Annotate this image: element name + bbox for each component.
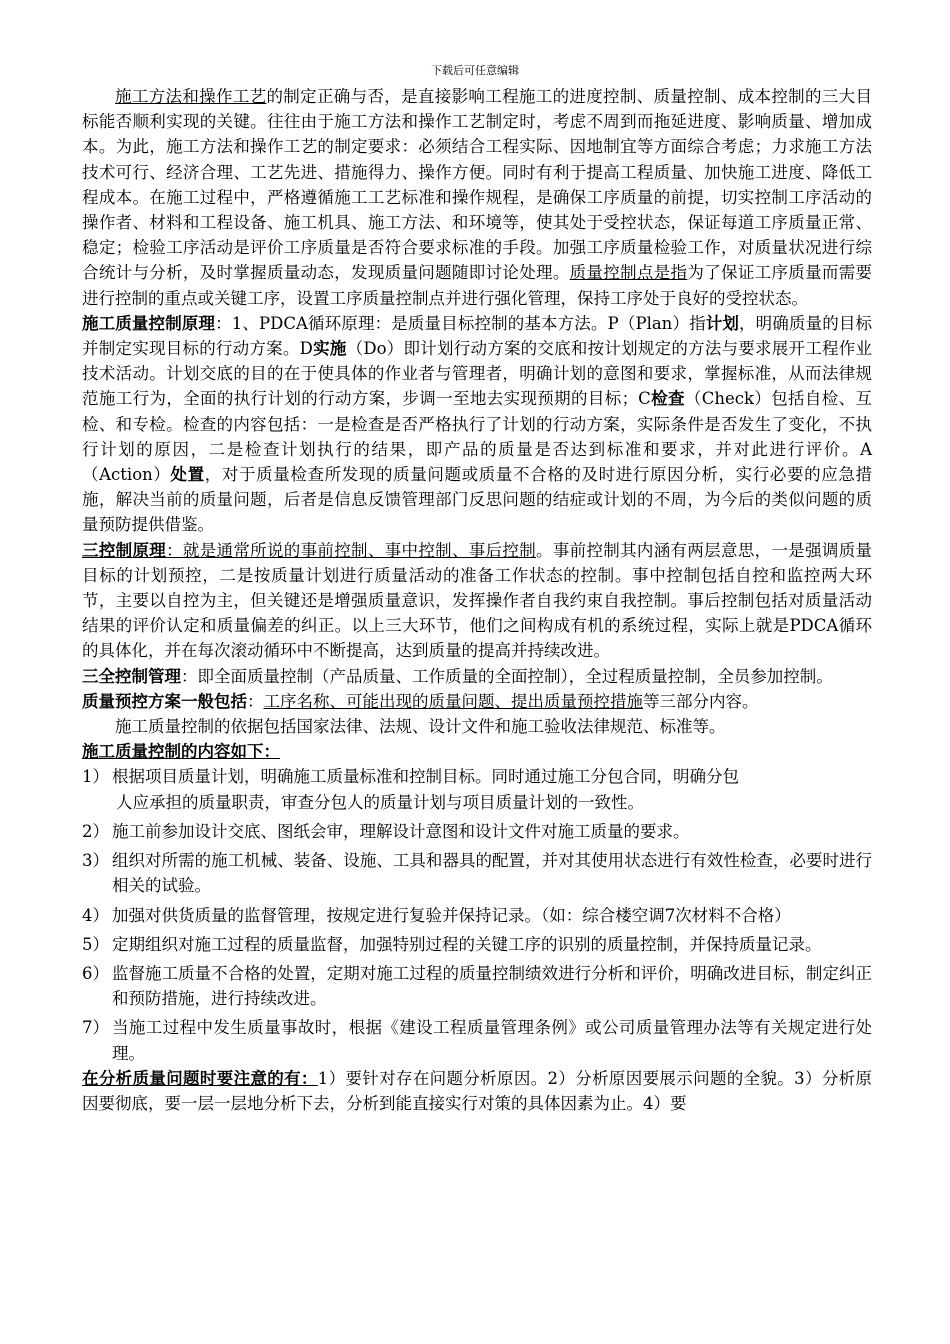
paragraph-precontrol-plan [82, 689, 872, 714]
list-item [82, 819, 872, 844]
keyword-action: 处置 [170, 465, 205, 485]
paragraph-text: 1）要针对存在问题分析原因。2）分析原因要展示问题的全貌。3）分析原因要彻底，要一层一层地分析下去，分析到能直接实行对策的具体因素为止。4）要 [82, 1068, 873, 1113]
paragraph-text: （Check）包括自检、互检、和专检。检查的内容包括：一是检查是否严格执行了计划的行动方案，实际条件是否发生了变化，不执行计划的原因，二是检查计划执行的结果，即产品的质量是否达到标准和要求，并对此进行评价。A（Action） [82, 389, 873, 485]
section-title-analysis: 在分析质量问题时要注意的有： [82, 1068, 318, 1088]
keyword-check: 检查 [650, 389, 685, 409]
underlined-term-control-point: 质量控制点是指 [569, 263, 688, 283]
section-title-precontrol: 质量预控方案一般包括 [82, 691, 247, 711]
list-text: 监督施工质量不合格的处置，定期对施工过程的质量控制绩效进行分析和评价，明确改进目标，制定纠正和预防措施，进行持续改进。 [112, 963, 872, 1009]
paragraph-construction-methods [82, 84, 872, 311]
list-item [82, 848, 872, 898]
separator: ： [247, 691, 264, 711]
list-item [82, 764, 872, 814]
section-title-three-control: 三控制原理 [82, 540, 167, 560]
underlined-term-methods: 施工方法和操作工艺 [115, 87, 267, 106]
page-header: 下载后可任意编辑 [431, 64, 519, 77]
paragraph-text: （Do）即计划行动方案的交底和按计划规定的方法与要求展开工程作业技术活动。计划交底的目的在于使具体的作业者与管理者，明确计划的意图和要求，掌握标准，从而法律规范施工行为，全面的执行计划的行动方案，步调一至地去实现预期的目标；C [82, 339, 873, 409]
paragraph-text: 的制定正确与否，是直接影响工程施工的进度控制、质量控制、成本控制的三大目标能否顺利实现的关键。往往由于施工方法和操作工艺制定时，考虑不周到而拖延进度、影响质量、增加成本。为此，施工方法和操作工艺的制定要求：必须结合工程实际、因地制宜等方面综合考虑；力求施工方法技术可行、经济合理、工艺先进、措施得力、操作方便。同时有利于提高工程质量、加快施工进度、降低工程成本。在施工过程中，严格遵循施工工艺标准和操作规程，是确保工序质量的前提，切实控制工序活动的操作者、材料和工程设备、施工机具、施工方法、和环境等，使其处于受控状态，保证每道工序质量正常、稳定；检验工序活动是评价工序质量是否符合要求标准的手段。加强工序质量检验工作，对质量状况进行综合统计与分析，及时掌握质量动态，发现质量问题随即讨论处理。 [82, 87, 873, 283]
list-text: 定期组织对施工过程的质量监督，加强特别过程的关键工序的识别的质量控制，并保持质量记录。 [112, 934, 822, 954]
paragraph-text: ，对于质量检查所发现的质量问题或质量不合格的及时进行原因分析，实行必要的应急措施，解决当前的质量问题，后者是信息反馈管理部门反思问题的结症或计划的不周，为今后的类似问题的质量预防提供借鉴。 [82, 465, 872, 535]
list-item [82, 961, 872, 1011]
paragraph-text: 。事前控制其内涵有两层意思，一是强调质量目标的计划预控，二是按质量计划进行质量活动的准备工作状态的控制。事中控制包括自控和监控两大环节，主要以自控为主，但关键还是增强质量意识，发挥操作者自我约束自我控制。事后控制包括对质量活动结果的评价认定和质量偏差的纠正。以上三大环节，他们之间构成有机的系统过程，实际上就是PDCA循环的具体化，并在每次滚动循环中不断提高，达到质量的提高并持续改进。 [82, 540, 873, 661]
section-title-control-content: 施工质量控制的内容如下： [82, 742, 280, 762]
paragraph-quality-control-principle [82, 311, 872, 538]
list-text: 加强对供货质量的监督管理，按规定进行复验并保持记录。（如：综合楼空调7次材料不合格） [112, 905, 791, 925]
list-text: 根据项目质量计划，明确施工质量标准和控制目标。同时通过施工分包合同，明确分包 人应承担的质量职责，审查分包人的质量计划与项目质量计划的一致性。 [112, 767, 739, 812]
paragraph-text: ：1、PDCA循环原理：是质量目标控制的基本方法。P（Plan）指 [215, 313, 706, 333]
section-title-total-control: 三全控制管理 [82, 666, 181, 686]
list-item [82, 903, 872, 928]
paragraph-text: ：即全面质量控制（产品质量、工作质量的全面控制），全过程质量控制，全员参加控制。 [181, 666, 833, 686]
list-number: 3） [82, 851, 109, 871]
paragraph-analysis-notes [82, 1066, 872, 1116]
underlined-phrase: 工序名称、可能出现的质量问题、提出质量预控措施 [263, 691, 643, 711]
paragraph-three-control [82, 538, 872, 664]
paragraph-text: ，明确质量的目标并制定实现目标的行动方案。D [82, 313, 872, 359]
underlined-phrase: 就是通常所说的事前控制、事中控制、事后控制 [182, 540, 537, 560]
list-item [82, 1015, 872, 1065]
heading-control-content [82, 739, 872, 764]
list-item [82, 932, 872, 957]
list-text-continuation: 人应承担的质量职责，审查分包人的质量计划与项目质量计划的一致性。 [116, 792, 644, 812]
list-text: 组织对所需的施工机械、装备、设施、工具和器具的配置，并对其使用状态进行有效性检查，必要时进行相关的试验。 [112, 851, 872, 896]
paragraph-text: 等三部分内容。 [643, 691, 759, 711]
paragraph-total-control [82, 664, 872, 689]
keyword-do: 实施 [312, 339, 347, 359]
list-number: 2） [82, 821, 109, 841]
list-text: 当施工过程中发生质量事故时，根据《建设工程质量管理条例》或公司质量管理办法等有关规定进行处理。 [112, 1018, 872, 1063]
list-number: 7） [82, 1018, 109, 1038]
keyword-plan: 计划 [705, 313, 740, 333]
section-title-principle: 施工质量控制原理 [82, 313, 216, 333]
paragraph-control-basis: 施工质量控制的依据包括国家法律、法规、设计文件和施工验收法律规范、标准等。 [115, 717, 726, 737]
list-number: 6） [82, 963, 109, 983]
document-body [82, 84, 872, 1116]
list-number: 5） [82, 934, 109, 954]
separator: ： [166, 540, 183, 560]
list-number: 1） [82, 767, 109, 787]
list-text: 施工前参加设计交底、图纸会审，理解设计意图和设计文件对施工质量的要求。 [112, 821, 690, 841]
paragraph-text: 为了保证工序质量而需要进行控制的重点或关键工序，设置工序质量控制点并进行强化管理，保持工序处于良好的受控状态。 [82, 263, 873, 308]
list-number: 4） [82, 905, 109, 925]
